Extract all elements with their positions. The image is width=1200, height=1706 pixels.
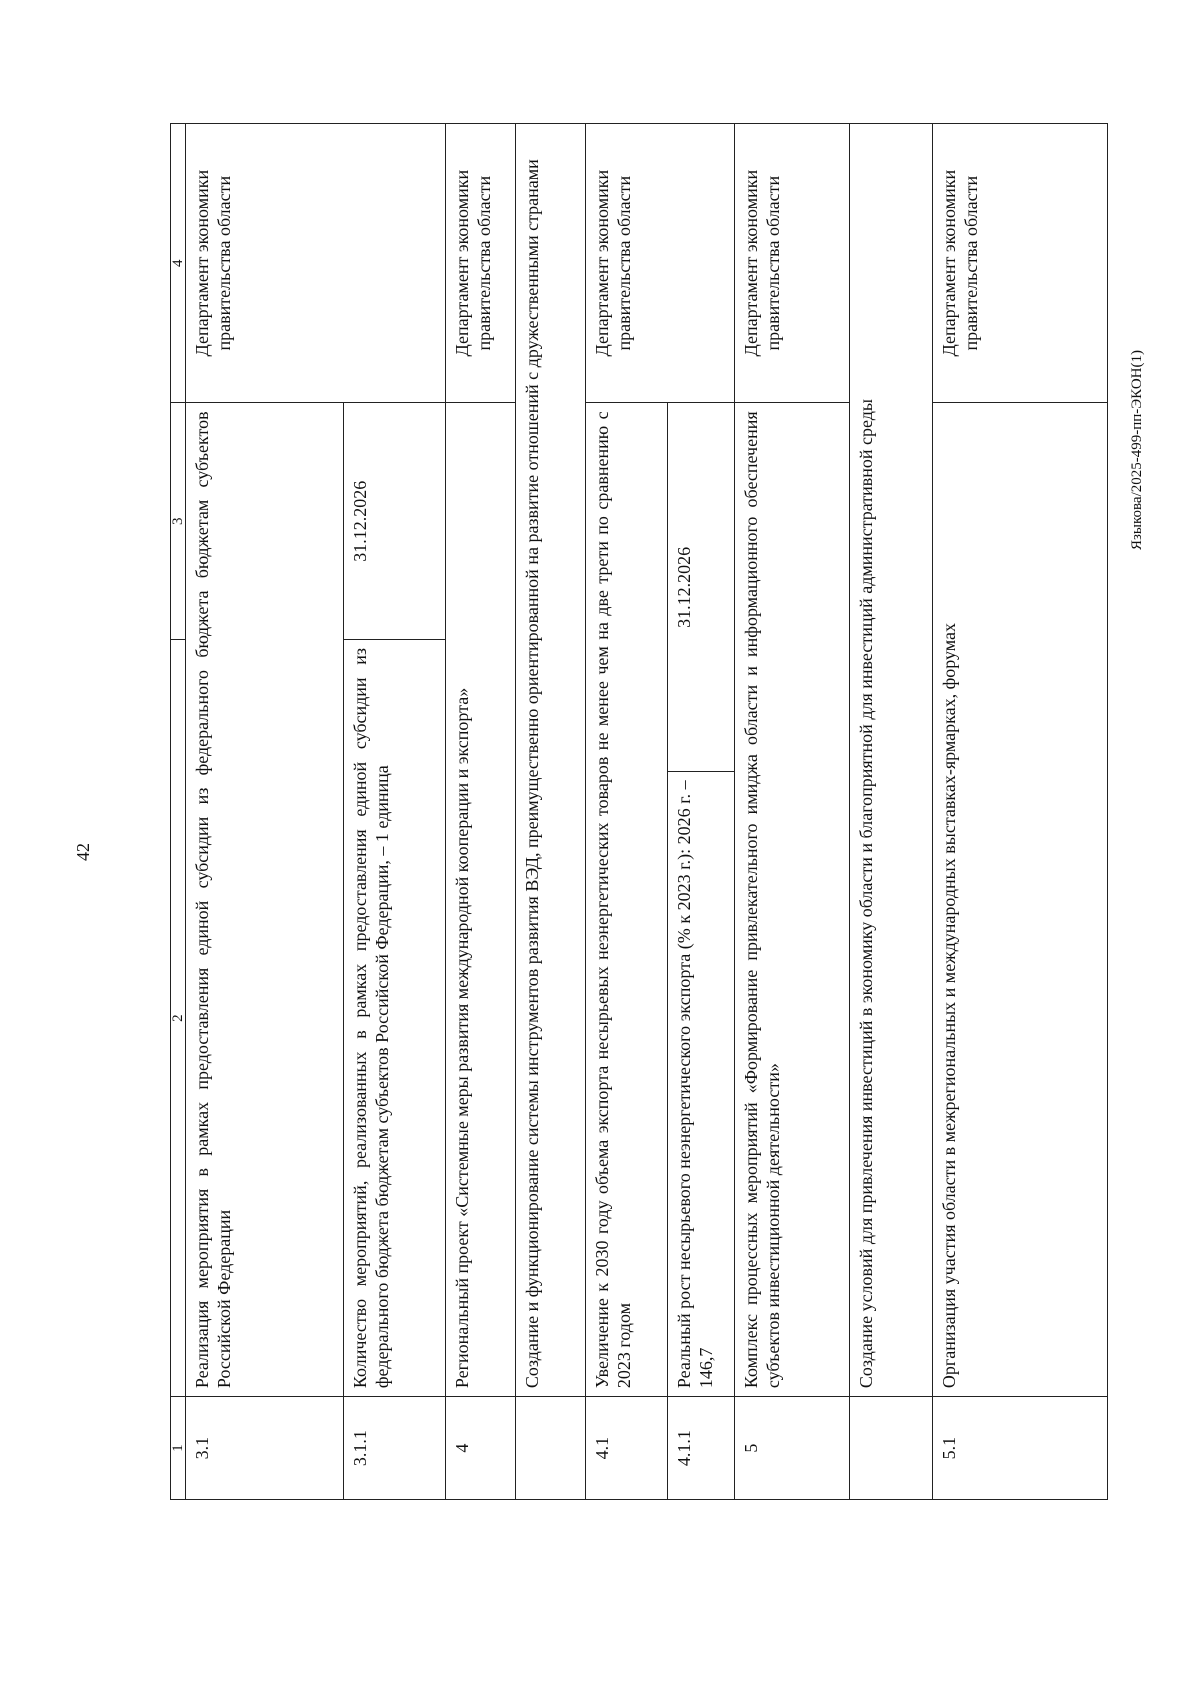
header-col-1: 1 <box>171 1397 186 1500</box>
document-code: Языкова/2025-499-пп-ЭКОН(1) <box>1129 350 1145 550</box>
row-responsible: Департамент экономики правительства области <box>446 124 516 403</box>
row-number: 5 <box>735 1397 850 1500</box>
row-description: Организация участия области в межрегиональных и международных выставках-ярмарках, форумах <box>933 403 1108 1397</box>
row-description: Количество мероприятий, реализованных в рамках предоставления единой субсидии из федерального бюджета бюджетам субъектов Российской Федерации, – 1 единица <box>344 640 446 1397</box>
header-col-2: 2 <box>171 640 186 1397</box>
header-col-3: 3 <box>171 403 186 640</box>
row-number: 4.1 <box>586 1397 668 1500</box>
row-number: 3.1 <box>186 1397 344 1500</box>
section-row <box>850 124 933 1500</box>
row-date: 31.12.2026 <box>668 403 735 772</box>
table-row <box>186 124 344 1500</box>
row-responsible: Департамент экономики правительства области <box>735 124 850 403</box>
section-row <box>516 124 586 1500</box>
section-title: Создание и функционирование системы инструментов развития ВЭД, преимущественно ориентированной на развитие отношений с дружественными странами <box>516 124 586 1397</box>
row-number: 3.1.1 <box>344 1397 446 1500</box>
row-responsible: Департамент экономики правительства области <box>586 124 735 403</box>
table-row <box>586 124 668 1500</box>
header-col-4: 4 <box>171 124 186 403</box>
row-number: 4 <box>446 1397 516 1500</box>
row-number: 5.1 <box>933 1397 1108 1500</box>
row-description: Реальный рост несырьевого неэнергетического экспорта (% к 2023 г.): 2026 г. – 146,7 <box>668 772 735 1397</box>
page-number: 42 <box>73 843 93 861</box>
table-row <box>446 124 516 1500</box>
table-row <box>933 124 1108 1500</box>
row-number <box>850 1397 933 1500</box>
row-description: Реализация мероприятия в рамках предоставления единой субсидии из федерального бюджета бюджетам субъектов Российской Федерации <box>186 403 344 1397</box>
row-responsible: Департамент экономики правительства области <box>933 124 1108 403</box>
row-number <box>516 1397 586 1500</box>
row-responsible: Департамент экономики правительства области <box>186 124 446 403</box>
section-title: Создание условий для привлечения инвестиций в экономику области и благоприятной для инвестиций административной среды <box>850 124 933 1397</box>
events-table <box>170 123 1108 1500</box>
row-description: Региональный проект «Системные меры развития международной кооперации и экспорта» <box>446 403 516 1397</box>
row-description: Увеличение к 2030 году объема экспорта несырьевых неэнергетических товаров не менее чем на две трети по сравнению с 2023 годом <box>586 403 668 1397</box>
header-row <box>171 124 186 1500</box>
row-description: Комплекс процессных мероприятий «Формирование привлекательного имиджа области и информационного обеспечения субъектов инвестиционной деятельности» <box>735 403 850 1397</box>
row-number: 4.1.1 <box>668 1397 735 1500</box>
row-date: 31.12.2026 <box>344 403 446 640</box>
table-row <box>735 124 850 1500</box>
